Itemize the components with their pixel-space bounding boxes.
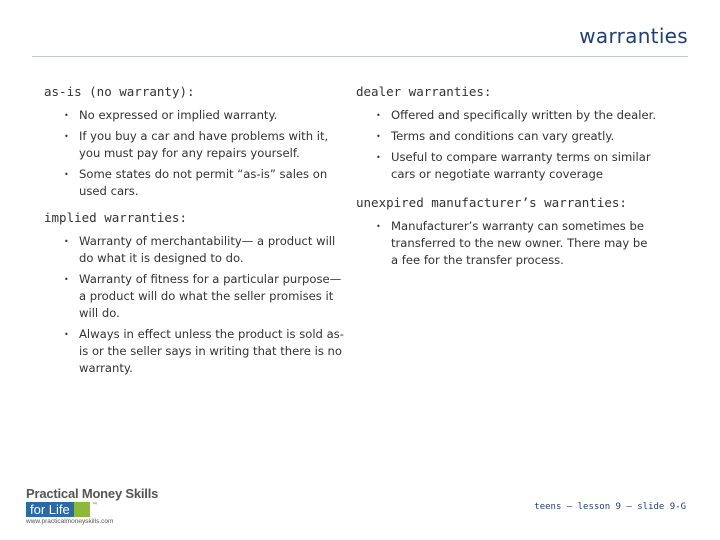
logo-url: www.practicalmoneyskills.com	[26, 518, 114, 525]
list-item	[64, 326, 344, 377]
section-implied-warranties	[44, 210, 344, 377]
right-column	[356, 84, 656, 279]
section-heading: dealer warranties:	[356, 84, 492, 99]
trademark-symbol: ™	[91, 502, 98, 509]
bullet-icon: •	[64, 170, 69, 179]
list-item	[376, 107, 656, 124]
list-item-text: Manufacturer’s warranty can sometimes be transferred to the new owner. There may be a fee for the transfer process.	[391, 219, 648, 267]
bullet-list	[44, 107, 344, 200]
list-item	[64, 166, 344, 200]
logo-wordmark: Practical Money Skills	[26, 486, 159, 501]
list-item-text: Warranty of merchantability— a product will do what it is designed to do.	[79, 234, 336, 265]
bullet-icon: •	[64, 132, 69, 141]
bullet-list	[44, 233, 344, 377]
list-item-text: Warranty of fitness for a particular purpose—a product will do what the seller promises it will do.	[79, 272, 342, 320]
section-heading: implied warranties:	[44, 210, 187, 225]
section-heading: as-is (no warranty):	[44, 84, 195, 99]
bullet-icon: •	[376, 132, 381, 141]
logo-green-bar	[74, 502, 90, 517]
list-item	[376, 149, 656, 183]
section-heading: unexpired manufacturer’s warranties:	[356, 195, 627, 210]
list-item-text: If you buy a car and have problems with it, you must pay for any repairs yourself.	[79, 129, 329, 160]
list-item-text: Terms and conditions can vary greatly.	[391, 129, 615, 143]
section-dealer-warranties	[356, 84, 656, 183]
list-item-text: Always in effect unless the product is sold as-is or the seller says in writing that there is no warranty.	[79, 327, 344, 375]
slide-footer-caption: teens – lesson 9 – slide 9-G	[534, 502, 686, 512]
left-column	[44, 84, 344, 387]
list-item	[64, 107, 344, 124]
list-item-text: Useful to compare warranty terms on similar cars or negotiate warranty coverage	[391, 150, 651, 181]
bullet-icon: •	[376, 111, 381, 120]
bullet-icon: •	[64, 275, 69, 284]
bullet-icon: •	[64, 111, 69, 120]
list-item	[64, 233, 344, 267]
title-divider	[32, 56, 688, 57]
list-item	[376, 128, 656, 145]
bullet-icon: •	[64, 330, 69, 339]
list-item-text: No expressed or implied warranty.	[79, 108, 278, 122]
list-item-text: Some states do not permit “as-is” sales on used cars.	[79, 167, 328, 198]
slide-title: warranties	[579, 24, 688, 48]
list-item-text: Offered and specifically written by the dealer.	[391, 108, 657, 122]
bullet-list	[356, 107, 656, 183]
section-unexpired-manufacturer-warranties	[356, 195, 656, 269]
list-item	[376, 218, 656, 269]
bullet-list	[356, 218, 656, 269]
logo-tagline: for Life	[26, 502, 74, 517]
section-as-is	[44, 84, 344, 200]
bullet-icon: •	[376, 222, 381, 231]
bullet-icon: •	[376, 153, 381, 162]
list-item	[64, 271, 344, 322]
logo-tagline-row	[26, 502, 166, 517]
list-item	[64, 128, 344, 162]
practical-money-skills-logo	[26, 486, 166, 526]
bullet-icon: •	[64, 237, 69, 246]
